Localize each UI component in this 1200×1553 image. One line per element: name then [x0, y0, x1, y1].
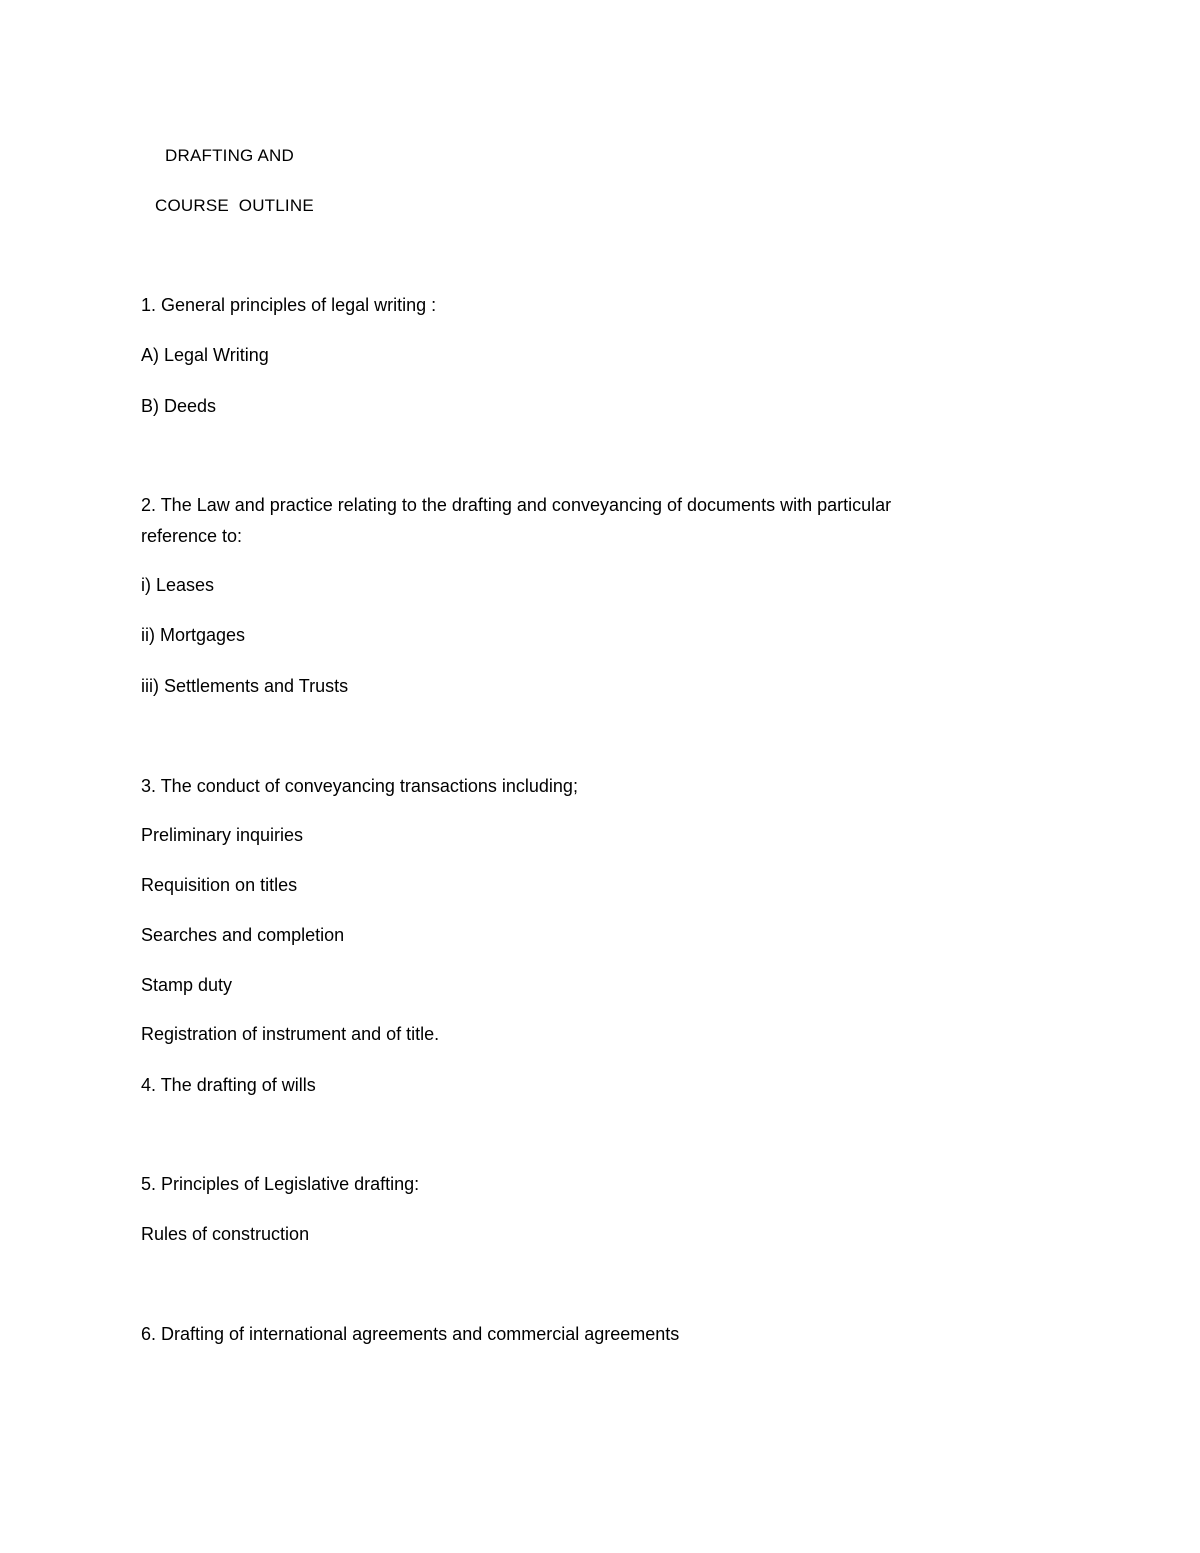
- section-3-item-3: Searches and completion: [141, 925, 345, 945]
- section-1-item-b: B) Deeds: [141, 396, 217, 416]
- section-3-item-4: Stamp duty: [141, 975, 233, 995]
- section-2-item-i: i) Leases: [141, 575, 215, 595]
- section-2-item-ii: ii) Mortgages: [141, 625, 246, 645]
- section-3-heading: 3. The conduct of conveyancing transactions including;: [141, 776, 578, 796]
- section-5-heading: 5. Principles of Legislative drafting:: [141, 1174, 420, 1194]
- section-6-heading: 6. Drafting of international agreements and commercial agreements: [141, 1324, 680, 1344]
- title-line-1: DRAFTING AND: [165, 146, 294, 165]
- section-3-item-2: Requisition on titles: [141, 875, 298, 895]
- section-2-item-iii: iii) Settlements and Trusts: [141, 676, 349, 696]
- section-1-item-a: A) Legal Writing: [141, 345, 269, 365]
- section-5-item-1: Rules of construction: [141, 1224, 310, 1244]
- section-2-heading-line-1: 2. The Law and practice relating to the drafting and conveyancing of documents with particular: [141, 495, 892, 515]
- title-line-2: COURSE OUTLINE: [155, 196, 314, 215]
- section-4-heading: 4. The drafting of wills: [141, 1075, 316, 1095]
- section-3-item-1: Preliminary inquiries: [141, 825, 304, 845]
- section-3-item-5: Registration of instrument and of title.: [141, 1024, 440, 1044]
- section-1-heading: 1. General principles of legal writing :: [141, 295, 437, 315]
- section-2-heading-line-2: reference to:: [141, 526, 243, 546]
